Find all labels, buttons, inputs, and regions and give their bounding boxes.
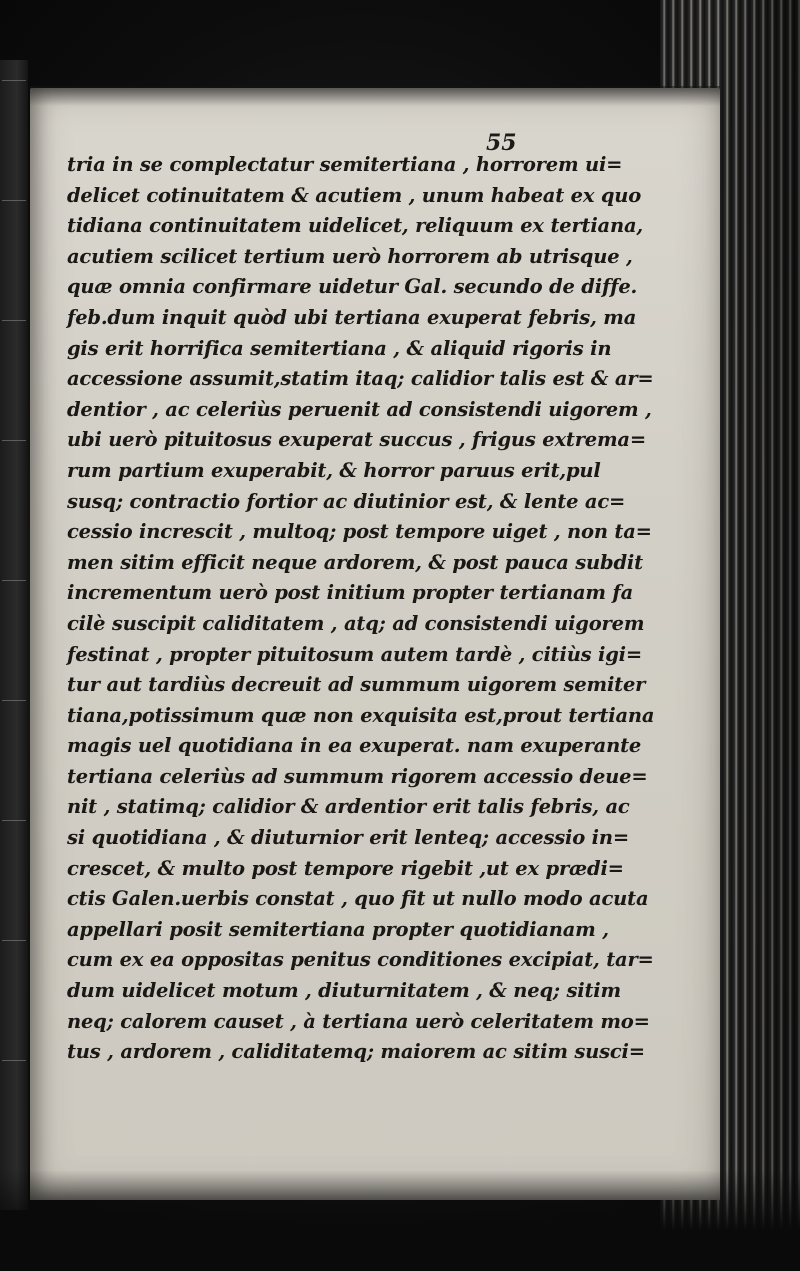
gutter-rule: [2, 200, 26, 201]
text-line: dentior , ac celeriùs peruenit ad consistendi uigorem ,: [67, 397, 652, 421]
text-line: cilè suscipit caliditatem , atq; ad consistendi uigorem: [67, 611, 645, 635]
gutter-rule: [2, 80, 26, 81]
text-line: quæ omnia confirmare uidetur Gal. secundo de diffe.: [67, 275, 638, 299]
gutter-rule: [2, 940, 26, 941]
text-line: crescet, & multo post tempore rigebit ,ut ex prædi=: [67, 856, 624, 880]
page-text: [67, 150, 707, 1068]
page-top-shadow: [30, 86, 720, 106]
text-line: ubi uerò pituitosus exuperat succus , frigus extrema=: [67, 428, 646, 452]
text-line: tur aut tardiùs decreuit ad summum uigorem semiter: [67, 673, 646, 697]
gutter-rule: [2, 440, 26, 441]
text-line: festinat , propter pituitosum autem tardè , citiùs igi=: [67, 642, 643, 666]
text-line: appellari posit semitertiana propter quotidianam ,: [67, 917, 609, 941]
text-line: tus , ardorem , caliditatemq; maiorem ac sitim susci=: [67, 1040, 645, 1064]
text-line: men sitim efficit neque ardorem, & post pauca subdit: [67, 550, 643, 574]
page-number: 55: [486, 130, 517, 156]
gutter-rule: [2, 580, 26, 581]
text-line: cessio increscit , multoq; post tempore uiget , non ta=: [67, 520, 652, 544]
text-line: tiana,potissimum quæ non exquisita est,prout tertiana: [67, 703, 655, 727]
text-line: cum ex ea oppositas penitus conditiones excipiat, tar=: [67, 948, 654, 972]
text-line: accessione assumit,statim itaq; calidior talis est & ar=: [67, 367, 654, 391]
text-line: tidiana continuitatem uidelicet, reliquum ex tertiana,: [67, 214, 643, 238]
text-line: incrementum uerò post initium propter tertianam fa: [67, 581, 634, 605]
text-line: tria in se complectatur semitertiana , horrorem ui=: [67, 153, 623, 176]
text-line: ctis Galen.uerbis constat , quo fit ut nullo modo acuta: [67, 887, 649, 911]
text-line: susq; contractio fortior ac diutinior est, & lente ac=: [67, 489, 626, 513]
text-line: dum uidelicet motum , diuturnitatem , & neq; sitim: [67, 979, 621, 1003]
text-line: delicet cotinuitatem & acutiem , unum habeat ex quo: [67, 183, 642, 207]
text-line: magis uel quotidiana in ea exuperat. nam exuperante: [67, 734, 642, 758]
text-line: nit , statimq; calidior & ardentior erit talis febris, ac: [67, 795, 630, 819]
text-line: feb.dum inquit quòd ubi tertiana exuperat febris, ma: [67, 305, 637, 329]
text-line: gis erit horrifica semitertiana , & aliquid rigoris in: [67, 336, 612, 360]
text-line: neq; calorem causet , à tertiana uerò celeritatem mo=: [67, 1009, 650, 1033]
gutter-rule: [2, 320, 26, 321]
bottom-shadow: [0, 1170, 800, 1271]
text-line: acutiem scilicet tertium uerò horrorem ab utrisque ,: [67, 244, 633, 268]
text-line: si quotidiana , & diuturnior erit lenteq; accessio in=: [67, 826, 629, 850]
text-line: tertiana celeriùs ad summum rigorem accessio deue=: [67, 764, 648, 788]
left-gutter: [0, 60, 28, 1210]
gutter-rule: [2, 700, 26, 701]
text-line: rum partium exuperabit, & horror paruus erit,pul: [67, 458, 601, 482]
gutter-rule: [2, 820, 26, 821]
gutter-rule: [2, 1060, 26, 1061]
